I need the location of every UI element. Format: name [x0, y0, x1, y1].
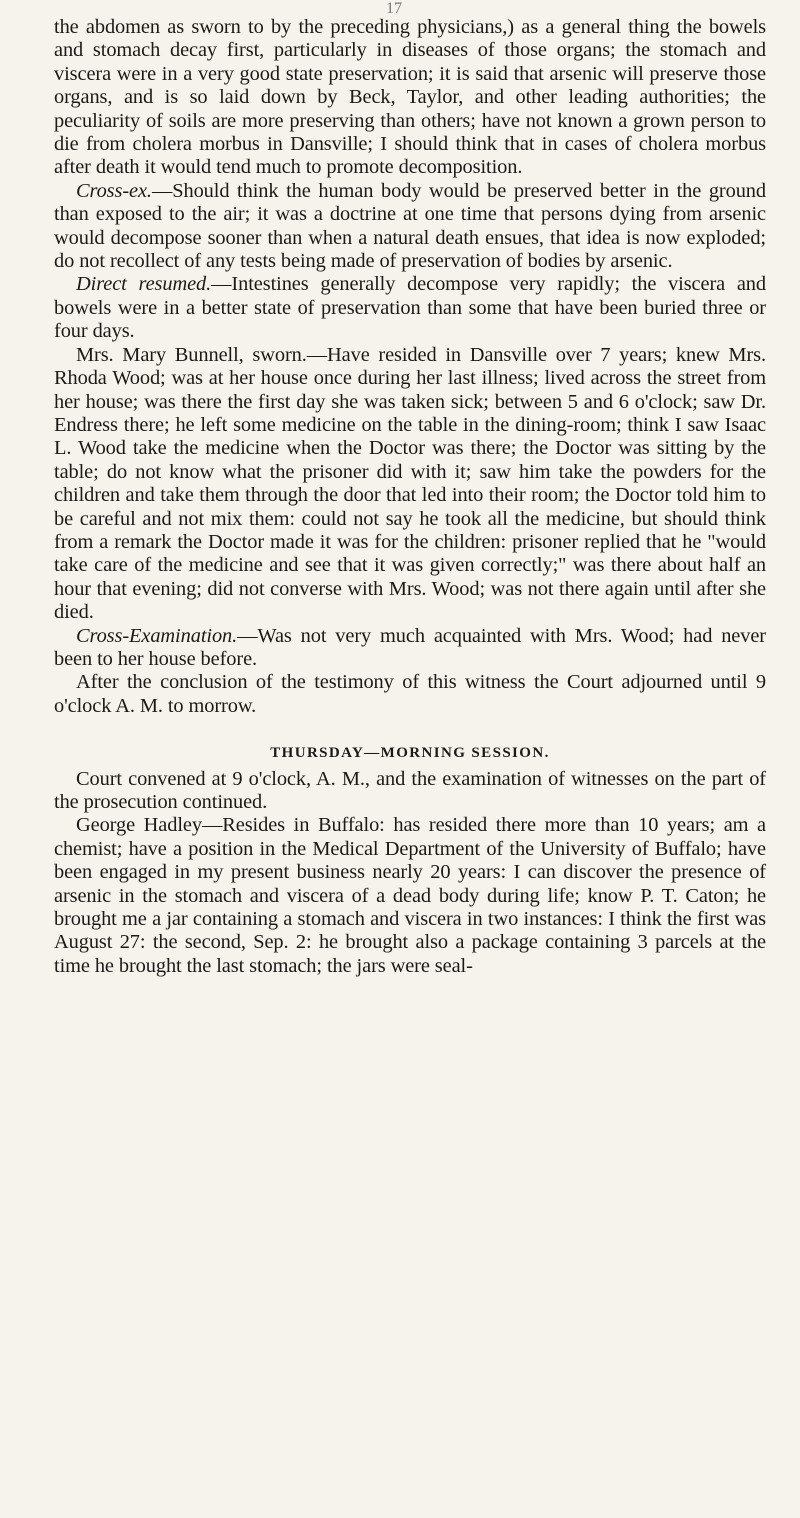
paragraph-8: George Hadley—Resides in Buffalo: has resided there more than 10 years; am a chemist; have a position in the Medical Department of the University of Buffalo; have been engaged in my present business nearly 20 years: I can discover the presence of arsenic in the stomach and viscera of a dead body during life; know P. T. Caton; he brought me a jar containing a stomach and viscera in two instances: I think the first was August 27: the second, Sep. 2: he brought also a package containing 3 parcels at the time he brought the last stomach; the jars were seal-: [54, 814, 766, 977]
direct-resumed-lead: Direct resumed.: [76, 273, 212, 296]
section-heading: THURSDAY—MORNING SESSION.: [270, 745, 550, 762]
cross-ex-lead: Cross-ex.: [76, 179, 152, 202]
body-text: [54, 16, 766, 978]
page-number: 17: [386, 0, 402, 17]
paragraph-2: Cross-ex.—Should think the human body would be preserved better in the ground than exposed to the air; it was a doctrine at one time that persons dying from arsenic would decompose sooner than when a natural death ensues, that idea is now exploded; do not recollect of any tests being made of preservation of bodies by arsenic.: [54, 179, 766, 273]
paragraph-7: Court convened at 9 o'clock, A. M., and the examination of witnesses on the part of the prosecution continued.: [54, 767, 766, 813]
paragraph-3: Direct resumed.—Intestines generally decompose very rapidly; the viscera and bowels were in a better state of preservation than some that have been buried three or four days.: [54, 273, 766, 343]
paragraph-1: the abdomen as sworn to by the preceding physicians,) as a general thing the bowels and stomach decay first, particularly in diseases of those organs; the stomach and viscera were in a very good state preservation; it is said that arsenic will preserve those organs, and is so laid down by Beck, Taylor, and other leading authorities; the peculiarity of soils are more preserving than others; have not known a grown person to die from cholera morbus in Dansville; I should think that in cases of cholera morbus after death it would tend much to promote decomposition.: [54, 16, 766, 179]
paragraph-5: Cross-Examination.—Was not very much acquainted with Mrs. Wood; had never been to her house before.: [54, 624, 766, 670]
paragraph-6: After the conclusion of the testimony of this witness the Court adjourned until 9 o'clock A. M. to morrow.: [54, 671, 766, 717]
cross-examination-lead: Cross-Examination.: [76, 624, 238, 647]
paragraph-4: Mrs. Mary Bunnell, sworn.—Have resided in Dansville over 7 years; knew Mrs. Rhoda Wood; was at her house once during her last illness; lived across the street from her house; was there the first day she was taken sick; between 5 and 6 o'clock; saw Dr. Endress there; he left some medicine on the table in the dining-room; think I saw Isaac L. Wood take the medicine when the Doctor was there; the Doctor was sitting by the table; do not know what the prisoner did with it; saw him take the powders for the children and take them through the door that led into their room; the Doctor told him to be careful and not mix them: could not say he took all the medicine, but should think from a remark the Doctor made it was for the children: prisoner replied that he "would take care of the medicine and see that it was given correctly;" was there about half an hour that evening; did not converse with Mrs. Wood; was not there again until after she died.: [54, 343, 766, 624]
